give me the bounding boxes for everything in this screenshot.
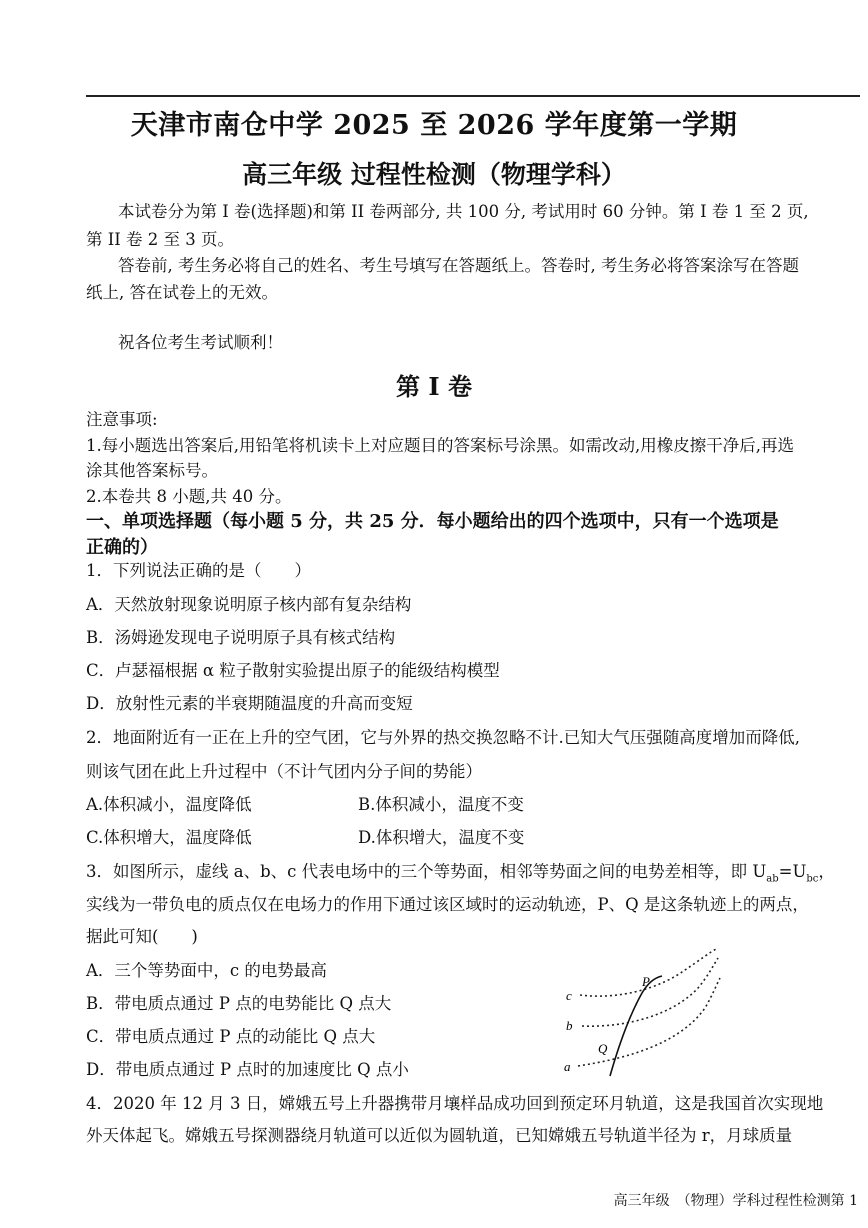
part-heading-a: 一、单项选择题（每小题 5 分，共 25 分．每小题给出的四个选项中，只有一个选项是 — [86, 511, 779, 532]
label-q: Q — [598, 1041, 608, 1056]
q1-option-c: C．卢瑟福根据 α 粒子散射实验提出原子的能级结构模型 — [86, 661, 500, 680]
notice-1b: 涂其他答案标号。 — [86, 461, 218, 480]
q3-option-b: B．带电质点通过 P 点的电势能比 Q 点大 — [86, 994, 392, 1013]
q3-stem-1-end: ， — [818, 862, 835, 881]
q3-option-a: A．三个等势面中，c 的电势最高 — [86, 961, 327, 980]
label-b: b — [566, 1018, 573, 1033]
q2-option-c: C.体积增大，温度降低 — [86, 828, 252, 847]
q2-option-a: A.体积减小，温度降低 — [86, 795, 252, 814]
q3-sub-ab: ab — [766, 873, 779, 885]
notice-title: 注意事项: — [86, 410, 158, 429]
intro-line-2: 第 II 卷 2 至 3 页。 — [86, 230, 235, 249]
q1-option-d: D．放射性元素的半衰期随温度的升高而变短 — [86, 694, 413, 713]
q3-stem-3: 据此可知( ) — [86, 927, 198, 946]
q3-sub-bc: bc — [806, 873, 819, 885]
top-rule — [86, 95, 860, 97]
q3-stem-1 — [86, 860, 835, 891]
intro-line-1: 本试卷分为第 I 卷(选择题)和第 II 卷两部分, 共 100 分, 考试用时 60 分钟。第 I 卷 1 至 2 页, — [118, 202, 809, 221]
q3-equals: =U — [778, 862, 807, 881]
q1-option-a: A．天然放射现象说明原子核内部有复杂结构 — [86, 595, 412, 614]
q2-stem-2: 则该气团在此上升过程中（不计气团内分子间的势能） — [86, 762, 482, 781]
label-c: c — [566, 988, 572, 1003]
q2-option-d: D.体积增大，温度不变 — [358, 828, 525, 847]
exam-title: 天津市南仓中学 2025 至 2026 学年度第一学期 — [130, 110, 738, 141]
q3-option-d: D．带电质点通过 P 点时的加速度比 Q 点小 — [86, 1060, 409, 1079]
q1-option-b: B．汤姆逊发现电子说明原子具有核式结构 — [86, 628, 396, 647]
q1-stem: 1．下列说法正确的是（ ） — [86, 561, 311, 580]
q3-stem-1-text: 3．如图所示，虚线 a、b、c 代表电场中的三个等势面，相邻等势面之间的电势差相等，即 U — [86, 862, 767, 881]
page-footer: 高三年级 （物理）学科过程性检测第 1 — [613, 1193, 858, 1209]
part-heading-b: 正确的） — [86, 537, 158, 558]
q4-stem-1: 4．2020 年 12 月 3 日，嫦娥五号上升器携带月壤样品成功回到预定环月轨道，这是我国首次实现地 — [86, 1094, 824, 1113]
q2-option-b: B.体积减小，温度不变 — [358, 795, 524, 814]
equipotential-b — [582, 958, 718, 1026]
intro-line-4: 纸上, 答在试卷上的无效。 — [86, 283, 278, 302]
good-luck-line: 祝各位考生考试顺利！ — [118, 333, 283, 352]
q3-equipotential-figure — [560, 948, 725, 1083]
q3-option-c: C．带电质点通过 P 点的动能比 Q 点大 — [86, 1027, 376, 1046]
q4-stem-2: 外天体起飞。嫦娥五号探测器绕月轨道可以近似为圆轨道，已知嫦娥五号轨道半径为 r，月球质量 — [86, 1126, 793, 1145]
notice-2: 2.本卷共 8 小题,共 40 分。 — [86, 487, 292, 506]
label-p: P — [642, 974, 650, 989]
q2-stem-1: 2．地面附近有一正在上升的空气团，它与外界的热交换忽略不计.已知大气压强随高度增加而降低, — [86, 728, 800, 747]
q3-stem-2: 实线为一带负电的质点仅在电场力的作用下通过该区域时的运动轨迹，P、Q 是这条轨迹上的两点， — [86, 895, 809, 914]
intro-line-3: 答卷前, 考生务必将自己的姓名、考生号填写在答题纸上。答卷时, 考生务必将答案涂写在答题 — [118, 256, 799, 275]
label-a: a — [564, 1059, 571, 1074]
exam-subtitle: 高三年级 过程性检测（物理学科） — [242, 160, 626, 189]
section-title: 第 I 卷 — [396, 372, 472, 401]
notice-1a: 1.每小题选出答案后,用铅笔将机读卡上对应题目的答案标号涂黑。如需改动,用橡皮擦干净后,再选 — [86, 436, 794, 455]
